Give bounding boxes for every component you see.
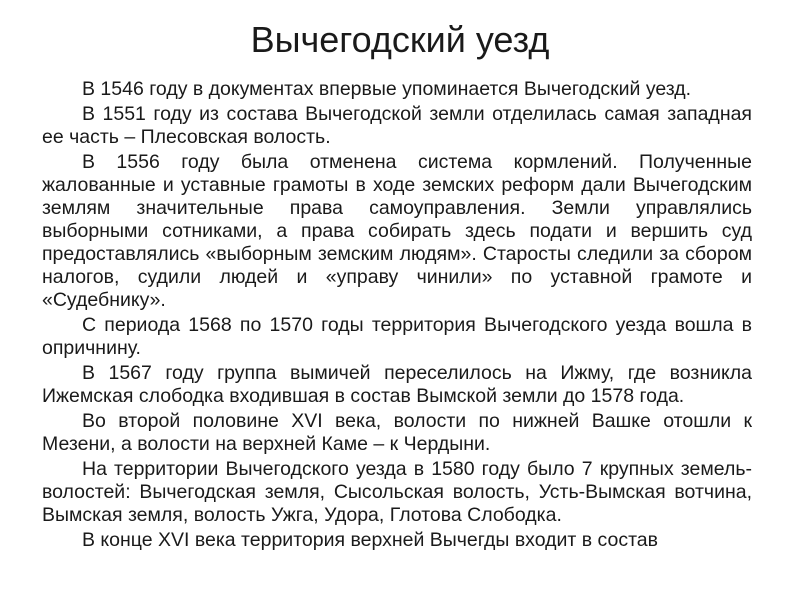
paragraph-1546: В 1546 году в документах впервые упоминается Вычегодский уезд. xyxy=(82,78,692,100)
slide-body xyxy=(42,78,752,554)
slide-title: Вычегодский уезд xyxy=(250,19,550,60)
paragraph-1568: С периода 1568 по 1570 годы территория Вычегодского уезда вошла в опричнину. xyxy=(42,314,752,359)
paragraph-1567: В 1567 году группа вымичей переселилось на Ижму, где возникла Ижемская слободка входившая в состав Вымской земли до 1578 года. xyxy=(42,362,752,407)
paragraph-xvi-century: Во второй половине XVI века, волости по нижней Вашке отошли к Мезени, а волости на верхней Каме – к Чердыни. xyxy=(42,410,752,455)
paragraph-1556: В 1556 году была отменена система кормлений. Полученные жалованные и уставные грамоты в ходе земских реформ дали Вычегодским землям значительные права самоуправления. Земли управлялись выборными сотниками, а права собирать здесь подати и вершить суд предоставлялись «выборным земским людям». Старосты следили за сбором налогов, судили людей и «управу чинили» по уставной грамоте и «Судебнику». xyxy=(42,151,752,311)
paragraph-1580: На территории Вычегодского уезда в 1580 году было 7 крупных земель-волостей: Вычегодская земля, Сысольская волость, Усть-Вымская вотчина, Вымская земля, волость Ужга, Удора, Глотова Слободка. xyxy=(42,458,752,526)
paragraph-1551: В 1551 году из состава Вычегодской земли отделилась самая западная ее часть – Плесовская волость. xyxy=(42,103,752,148)
paragraph-late-xvi: В конце XVI века территория верхней Вычегды входит в состав xyxy=(82,529,659,551)
